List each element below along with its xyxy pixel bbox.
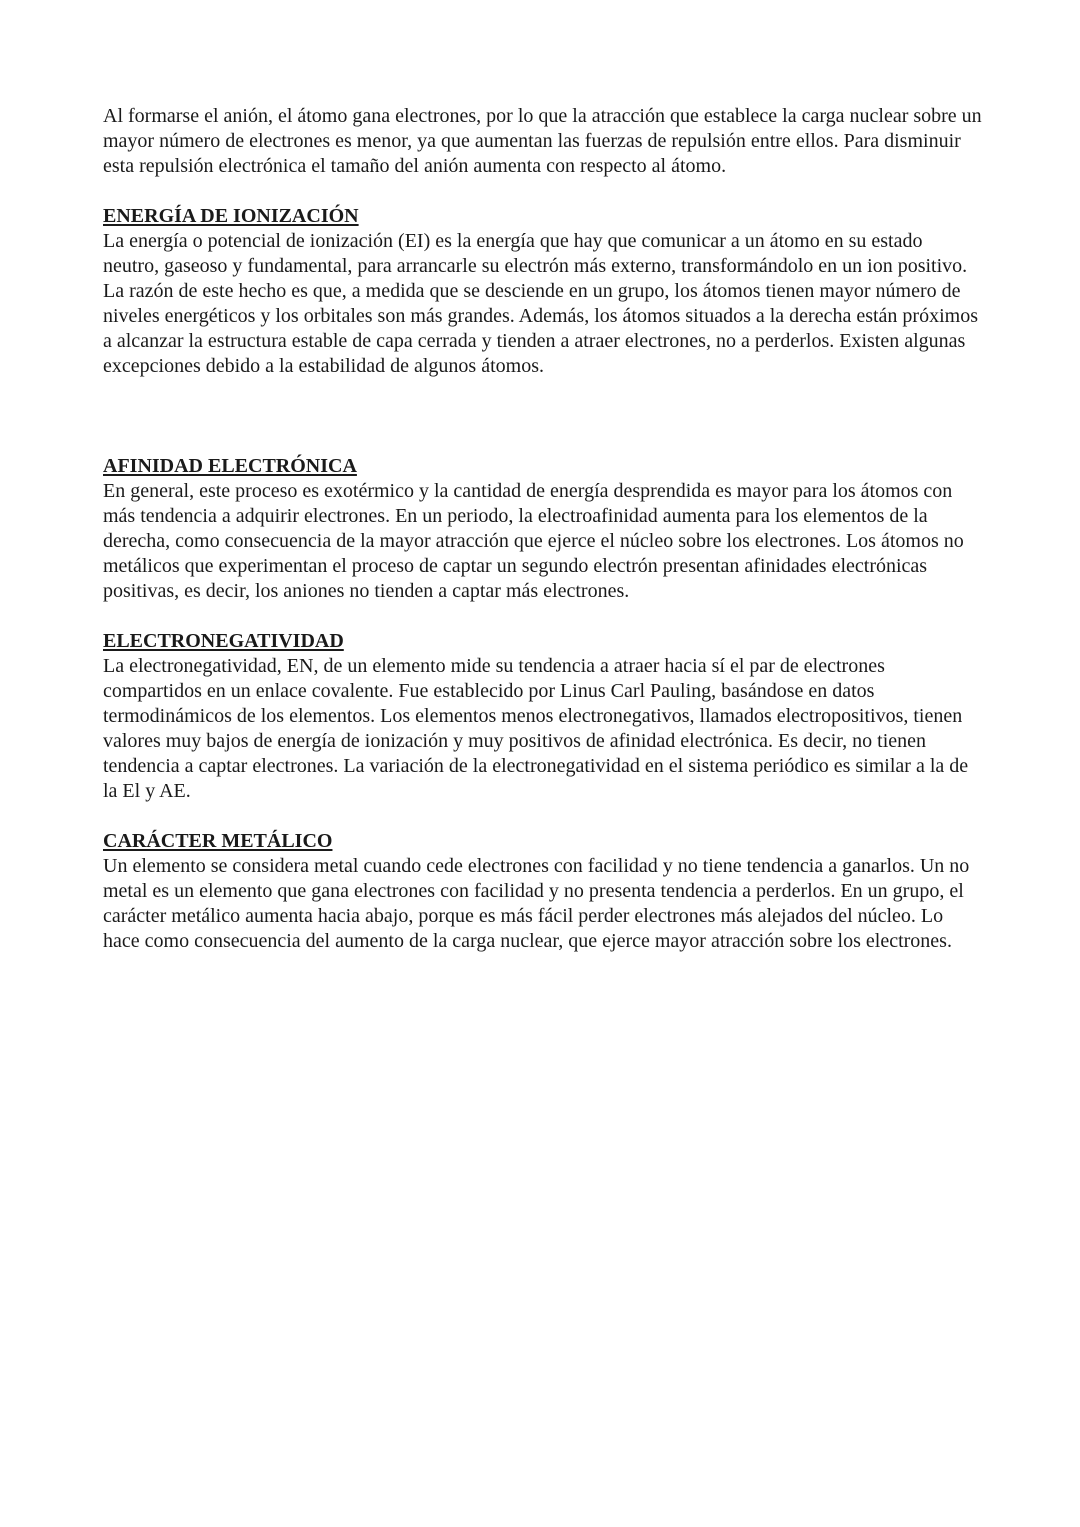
spacer bbox=[103, 179, 983, 204]
spacer bbox=[103, 604, 983, 629]
section-caracter-metalico bbox=[103, 829, 983, 954]
section-heading: AFINIDAD ELECTRÓNICA bbox=[103, 455, 357, 477]
section-heading: ELECTRONEGATIVIDAD bbox=[103, 630, 344, 652]
section-heading: CARÁCTER METÁLICO bbox=[103, 830, 333, 852]
section-paragraph: En general, este proceso es exotérmico y la cantidad de energía desprendida es mayor para los átomos con más tendencia a adquirir electrones. En un periodo, la electroafinidad aumenta para los elementos de la derecha, como consecuencia de la mayor atracción que ejerce el núcleo sobre los electrones. Los átomos no metálicos que experimentan el proceso de captar un segundo electrón presentan afinidades electrónicas positivas, es decir, los aniones no tienden a captar más electrones. bbox=[103, 480, 964, 602]
section-energia-ionizacion bbox=[103, 204, 983, 379]
spacer bbox=[103, 804, 983, 829]
section-paragraph: La electronegatividad, EN, de un elemento mide su tendencia a atraer hacia sí el par de electrones compartidos en un enlace covalente. Fue establecido por Linus Carl Pauling, basándose en datos termodinámicos de los elementos. Los elementos menos electronegativos, llamados electropositivos, tienen valores muy bajos de energía de ionización y muy positivos de afinidad electrónica. Es decir, no tienen tendencia a captar electrones. La variación de la electronegatividad en el sistema periódico es similar a la de la El y AE. bbox=[103, 655, 969, 802]
spacer bbox=[103, 379, 983, 454]
section-paragraph: Un elemento se considera metal cuando cede electrones con facilidad y no tiene tendencia a ganarlos. Un no metal es un elemento que gana electrones con facilidad y no presenta tendencia a perderlos. En un grupo, el carácter metálico aumenta hacia abajo, porque es más fácil perder electrones más alejados del núcleo. Lo hace como consecuencia del aumento de la carga nuclear, que ejerce mayor atracción sobre los electrones. bbox=[103, 855, 970, 952]
section-paragraph: La energía o potencial de ionización (EI) es la energía que hay que comunicar a un átomo en su estado neutro, gaseoso y fundamental, para arrancarle su electrón más externo, transformándolo en un ion positivo. La razón de este hecho es que, a medida que se desciende en un grupo, los átomos tienen mayor número de niveles energéticos y los orbitales son más grandes. Además, los átomos situados a la derecha están próximos a alcanzar la estructura estable de capa cerrada y tienden a atraer electrones, no a perderlos. Existen algunas excepciones debido a la estabilidad de algunos átomos. bbox=[103, 230, 978, 377]
section-afinidad-electronica bbox=[103, 454, 983, 604]
section-electronegatividad bbox=[103, 629, 983, 804]
intro-paragraph: Al formarse el anión, el átomo gana electrones, por lo que la atracción que establece la carga nuclear sobre un mayor número de electrones es menor, ya que aumentan las fuerzas de repulsión entre ellos. Para disminuir esta repulsión electrónica el tamaño del anión aumenta con respecto al átomo. bbox=[103, 105, 982, 177]
document-body bbox=[103, 104, 983, 954]
section-heading: ENERGÍA DE IONIZACIÓN bbox=[103, 205, 359, 227]
